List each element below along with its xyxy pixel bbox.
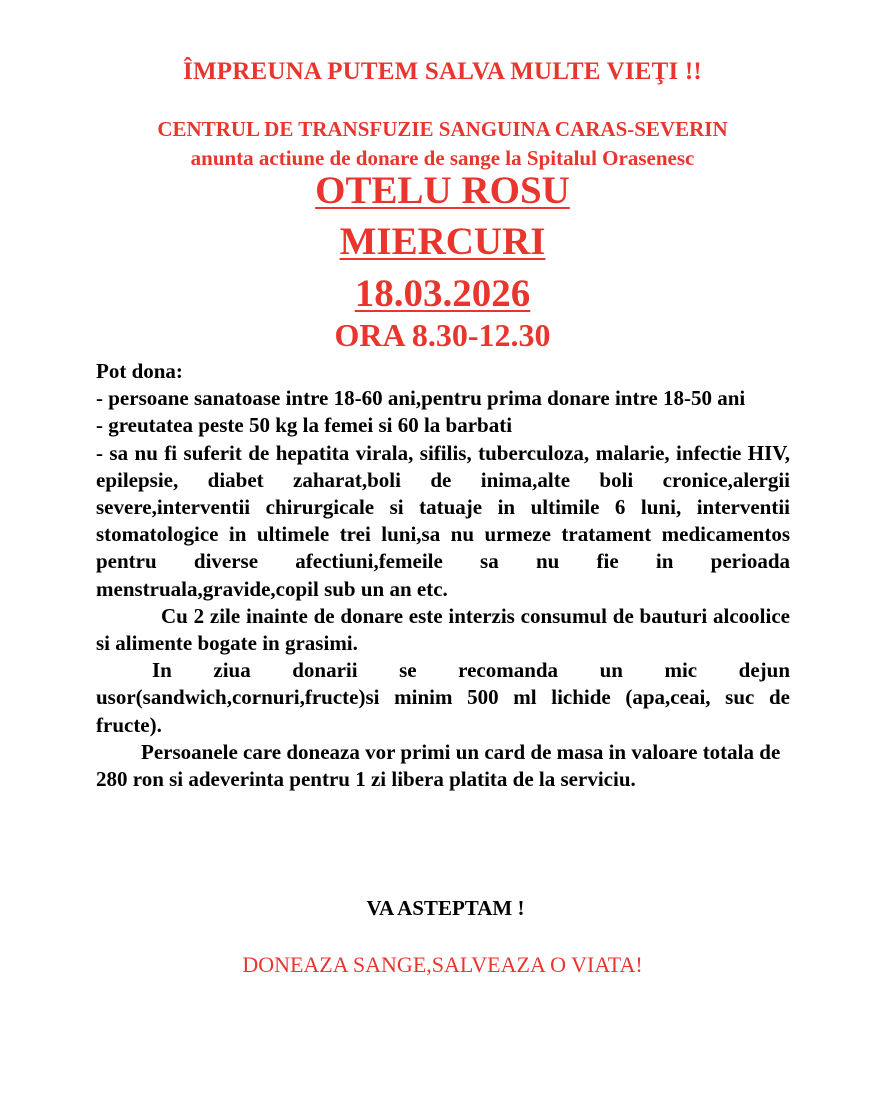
criterion-health: - sa nu fi suferit de hepatita virala, sifilis, tuberculoza, malarie, infectie HIV, epilepsie, diabet zaharat,boli de inima,alte boli cronice,alergii severe,interventii chirurgicale si tatuaje in ultimile 6 luni, interventii stomatologice in ultimele trei luni,sa nu urmeze tratament medicamentos pentru diverse afectiuni,femeile sa nu fie in perioada menstruala,gravide,copil sub un an etc. (96, 440, 790, 601)
event-day: MIERCURI (339, 220, 546, 263)
before-donation-note: Cu 2 zile inainte de donare este interzis consumul de bauturi alcoolice si alimente bogate in grasimi. (96, 603, 790, 656)
headline: ÎMPREUNA PUTEM SALVA MULTE VIEŢI !! (183, 58, 702, 85)
announcement-text: anunta actiune de donare de sange la Spitalul Orasenesc (190, 146, 695, 170)
waiting-message: VA ASTEPTAM ! (366, 896, 525, 920)
eligibility-heading: Pot dona: (96, 359, 183, 383)
benefits-note: Persoanele care doneaza vor primi un card de masa in valoare totala de 280 ron si adeverinta pentru 1 zi libera platita de la serviciu. (96, 739, 781, 792)
donation-info (96, 358, 790, 793)
criterion-weight: - greutatea peste 50 kg la femei si 60 la barbati (96, 413, 513, 438)
organization-block (0, 115, 885, 173)
criterion-age: - persoane sanatoase intre 18-60 ani,pentru prima donare intre 18-50 ani (96, 386, 746, 411)
donation-day-note: In ziua donarii se recomanda un mic dejun usor(sandwich,cornuri,fructe)si minim 500 ml lichide (apa,ceai, suc de fructe). (96, 658, 790, 737)
event-location: OTELU ROSU (315, 169, 570, 212)
event-date: 18.03.2026 (354, 272, 531, 315)
slogan: DONEAZA SANGE,SALVEAZA O VIATA! (242, 952, 643, 977)
event-time: ORA 8.30-12.30 (334, 317, 551, 353)
organization-name: CENTRUL DE TRANSFUZIE SANGUINA CARAS-SEVERIN (157, 117, 728, 141)
